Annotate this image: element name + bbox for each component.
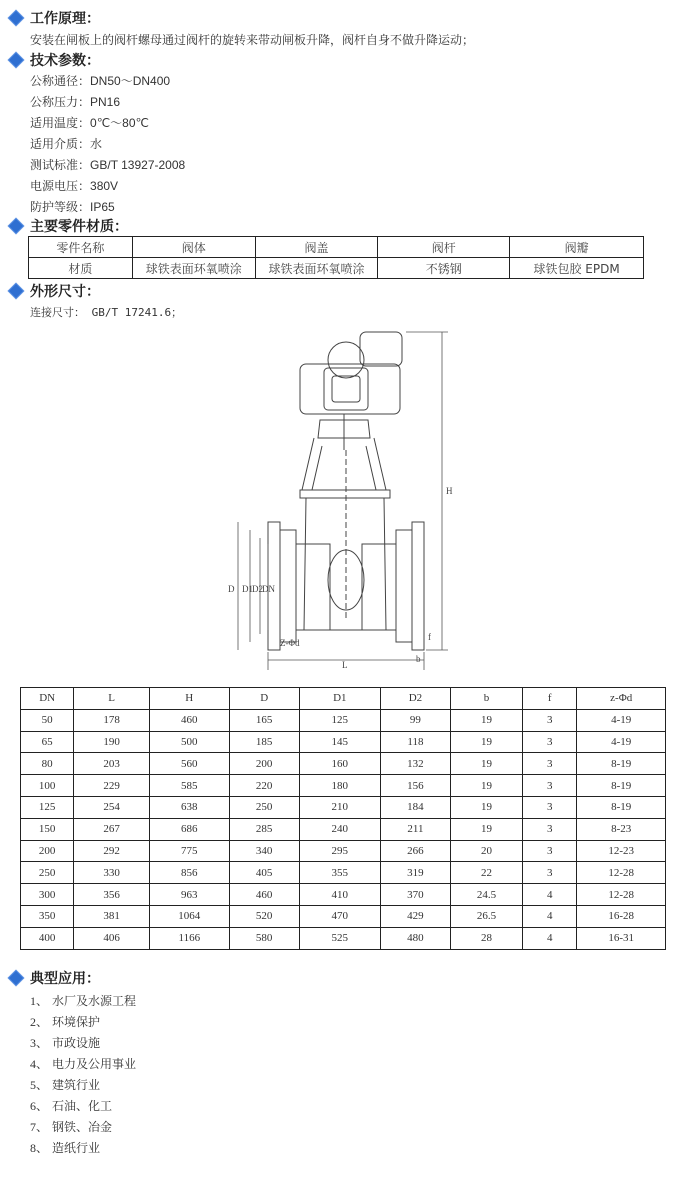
dimensions-header-row [21, 688, 666, 710]
table-cell: 381 [74, 905, 150, 927]
drawing-label-l: L [342, 660, 348, 670]
table-cell: 355 [299, 862, 380, 884]
principle-text: 安装在闸板上的阀杆螺母通过阀杆的旋转来带动闸板升降，阀杆自身不做升降运动； [30, 33, 475, 47]
diamond-bullet-icon [8, 10, 25, 27]
table-cell: 295 [299, 840, 380, 862]
list-item-text: 钢铁、冶金 [52, 1120, 113, 1134]
table-cell: 190 [74, 731, 150, 753]
table-cell: 356 [74, 884, 150, 906]
list-item-text: 电力及公用事业 [52, 1057, 137, 1071]
param-label: 电源电压： [30, 179, 91, 193]
table-cell: 285 [229, 818, 299, 840]
table-cell: 775 [149, 840, 229, 862]
param-value: IP65 [90, 200, 115, 214]
dimensions-heading: 外形尺寸： [8, 281, 100, 301]
param-label: 适用温度： [30, 116, 91, 130]
list-item [30, 1097, 112, 1114]
table-cell: 12-28 [577, 884, 666, 906]
table-cell: 470 [299, 905, 380, 927]
drawing-label-d1: D1 [242, 584, 253, 594]
table-row [21, 775, 666, 797]
list-item [30, 1013, 100, 1030]
table-cell: 19 [450, 796, 522, 818]
table-cell: 210 [299, 796, 380, 818]
table-cell: 178 [74, 709, 150, 731]
table-cell: 525 [299, 927, 380, 949]
table-cell: 26.5 [450, 905, 522, 927]
materials-header-cell: 阀瓣 [510, 237, 644, 258]
table-cell: 292 [74, 840, 150, 862]
table-cell: 100 [21, 775, 74, 797]
table-row [21, 709, 666, 731]
table-cell: 229 [74, 775, 150, 797]
table-cell: 410 [299, 884, 380, 906]
list-item-number: 5、 [30, 1078, 49, 1092]
table-cell: 185 [229, 731, 299, 753]
table-cell: 19 [450, 775, 522, 797]
dimensions-header-cell: DN [21, 688, 74, 710]
applications-heading: 典型应用： [8, 968, 100, 988]
table-cell: 19 [450, 731, 522, 753]
table-cell: 406 [74, 927, 150, 949]
table-cell: 20 [450, 840, 522, 862]
table-cell: 580 [229, 927, 299, 949]
list-item-text: 造纸行业 [52, 1141, 101, 1155]
table-cell: 4 [523, 884, 577, 906]
dimensions-header-cell: z-Φd [577, 688, 666, 710]
param-label: 测试标准： [30, 158, 91, 172]
table-cell: 19 [450, 709, 522, 731]
table-row [21, 840, 666, 862]
table-cell: 16-31 [577, 927, 666, 949]
param-value: 0℃～80℃ [90, 116, 149, 130]
table-cell: 80 [21, 753, 74, 775]
table-cell: 460 [149, 709, 229, 731]
param-value: 水 [90, 137, 103, 151]
table-cell: 520 [229, 905, 299, 927]
dimensions-table [20, 687, 666, 950]
table-cell: 3 [523, 709, 577, 731]
table-cell: 856 [149, 862, 229, 884]
materials-header-cell: 零件名称 [29, 237, 133, 258]
table-cell: 250 [21, 862, 74, 884]
drawing-label-d: D [228, 584, 235, 594]
table-cell: 99 [380, 709, 450, 731]
table-cell: 200 [229, 753, 299, 775]
table-cell: 350 [21, 905, 74, 927]
diamond-bullet-icon [8, 218, 25, 235]
table-row [21, 884, 666, 906]
list-item-text: 市政设施 [52, 1036, 101, 1050]
table-row [21, 818, 666, 840]
dimensions-header-cell: b [450, 688, 522, 710]
table-cell: 8-19 [577, 775, 666, 797]
table-cell: 3 [523, 840, 577, 862]
table-cell: 560 [149, 753, 229, 775]
param-value: 380V [90, 179, 119, 193]
list-item-text: 石油、化工 [52, 1099, 113, 1113]
param-row [30, 177, 118, 194]
materials-heading: 主要零件材质： [8, 216, 128, 236]
table-cell: 500 [149, 731, 229, 753]
table-cell: 1166 [149, 927, 229, 949]
materials-cell: 球铁表面环氧喷涂 [132, 258, 255, 279]
table-cell: 132 [380, 753, 450, 775]
table-row [21, 905, 666, 927]
table-cell: 963 [149, 884, 229, 906]
table-cell: 400 [21, 927, 74, 949]
table-cell: 266 [380, 840, 450, 862]
principle-heading: 工作原理： [8, 8, 100, 28]
table-cell: 686 [149, 818, 229, 840]
table-cell: 160 [299, 753, 380, 775]
list-item-number: 7、 [30, 1120, 49, 1134]
list-item [30, 1076, 100, 1093]
table-cell: 156 [380, 775, 450, 797]
param-value: GB/T 13927-2008 [90, 158, 186, 172]
table-cell: 180 [299, 775, 380, 797]
table-cell: 4 [523, 905, 577, 927]
table-cell: 19 [450, 753, 522, 775]
list-item-number: 3、 [30, 1036, 49, 1050]
table-cell: 330 [74, 862, 150, 884]
materials-header-cell: 阀杆 [378, 237, 510, 258]
list-item [30, 1118, 112, 1135]
table-row [21, 927, 666, 949]
dimensions-header-cell: L [74, 688, 150, 710]
table-cell: 125 [21, 796, 74, 818]
materials-header-cell: 阀盖 [255, 237, 378, 258]
table-cell: 118 [380, 731, 450, 753]
drawing-label-h: H [446, 486, 453, 496]
table-cell: 638 [149, 796, 229, 818]
table-row [21, 862, 666, 884]
table-cell: 300 [21, 884, 74, 906]
table-cell: 8-19 [577, 753, 666, 775]
list-item [30, 1139, 100, 1156]
param-row [30, 156, 185, 173]
table-cell: 429 [380, 905, 450, 927]
table-cell: 480 [380, 927, 450, 949]
param-value: DN50～DN400 [90, 74, 171, 88]
drawing-label-b: b [416, 654, 421, 664]
materials-cell: 球铁包胶 EPDM [510, 258, 644, 279]
table-cell: 254 [74, 796, 150, 818]
param-row [30, 114, 149, 131]
materials-row [29, 258, 644, 279]
table-cell: 3 [523, 862, 577, 884]
list-item [30, 1034, 100, 1051]
materials-header-cell: 阀体 [132, 237, 255, 258]
table-cell: 250 [229, 796, 299, 818]
table-cell: 4-19 [577, 709, 666, 731]
table-cell: 3 [523, 753, 577, 775]
table-cell: 370 [380, 884, 450, 906]
table-cell: 19 [450, 818, 522, 840]
table-cell: 203 [74, 753, 150, 775]
table-cell: 240 [299, 818, 380, 840]
table-row [21, 731, 666, 753]
table-cell: 3 [523, 796, 577, 818]
table-cell: 211 [380, 818, 450, 840]
materials-cell: 材质 [29, 258, 133, 279]
drawing-label-dn: DN [262, 584, 275, 594]
list-item-number: 8、 [30, 1141, 49, 1155]
table-cell: 65 [21, 731, 74, 753]
table-row [21, 753, 666, 775]
list-item-number: 6、 [30, 1099, 49, 1113]
table-cell: 460 [229, 884, 299, 906]
materials-table [28, 236, 644, 279]
valve-drawing [220, 330, 460, 670]
table-cell: 220 [229, 775, 299, 797]
table-cell: 125 [299, 709, 380, 731]
param-label: 适用介质： [30, 137, 91, 151]
table-cell: 200 [21, 840, 74, 862]
table-cell: 1064 [149, 905, 229, 927]
table-cell: 585 [149, 775, 229, 797]
table-cell: 3 [523, 818, 577, 840]
table-cell: 16-28 [577, 905, 666, 927]
param-row [30, 93, 120, 110]
dimensions-header-cell: D2 [380, 688, 450, 710]
list-item-number: 1、 [30, 994, 49, 1008]
list-item [30, 992, 136, 1009]
diamond-bullet-icon [8, 283, 25, 300]
table-cell: 28 [450, 927, 522, 949]
diamond-bullet-icon [8, 970, 25, 987]
table-cell: 150 [21, 818, 74, 840]
table-cell: 24.5 [450, 884, 522, 906]
table-cell: 3 [523, 731, 577, 753]
list-item-number: 4、 [30, 1057, 49, 1071]
table-cell: 4-19 [577, 731, 666, 753]
params-heading: 技术参数： [8, 50, 100, 70]
list-item-text: 水厂及水源工程 [52, 994, 137, 1008]
param-row [30, 198, 115, 215]
connection-text: 连接尺寸： GB/T 17241.6； [30, 306, 183, 319]
table-cell: 8-23 [577, 818, 666, 840]
table-cell: 4 [523, 927, 577, 949]
dimensions-header-cell: D [229, 688, 299, 710]
dimensions-header-cell: D1 [299, 688, 380, 710]
list-item-text: 环境保护 [52, 1015, 101, 1029]
param-row [30, 72, 170, 89]
dimensions-header-cell: H [149, 688, 229, 710]
table-cell: 50 [21, 709, 74, 731]
param-label: 公称压力： [30, 95, 91, 109]
materials-header-row [29, 237, 644, 258]
drawing-label-z: Z-Φd [280, 638, 300, 648]
diamond-bullet-icon [8, 52, 25, 69]
param-row [30, 135, 102, 152]
list-item-number: 2、 [30, 1015, 49, 1029]
param-label: 公称通径： [30, 74, 91, 88]
table-cell: 319 [380, 862, 450, 884]
param-value: PN16 [90, 95, 121, 109]
table-row [21, 796, 666, 818]
list-item-text: 建筑行业 [52, 1078, 101, 1092]
list-item [30, 1055, 136, 1072]
table-cell: 12-23 [577, 840, 666, 862]
drawing-label-f: f [428, 632, 431, 642]
table-cell: 8-19 [577, 796, 666, 818]
table-cell: 22 [450, 862, 522, 884]
table-cell: 145 [299, 731, 380, 753]
table-cell: 3 [523, 775, 577, 797]
table-cell: 340 [229, 840, 299, 862]
drawing-label-d2: D2 [252, 584, 263, 594]
table-cell: 165 [229, 709, 299, 731]
materials-cell: 球铁表面环氧喷涂 [255, 258, 378, 279]
materials-cell: 不锈钢 [378, 258, 510, 279]
table-cell: 12-28 [577, 862, 666, 884]
param-label: 防护等级： [30, 200, 91, 214]
table-cell: 405 [229, 862, 299, 884]
table-cell: 184 [380, 796, 450, 818]
dimensions-header-cell: f [523, 688, 577, 710]
table-cell: 267 [74, 818, 150, 840]
